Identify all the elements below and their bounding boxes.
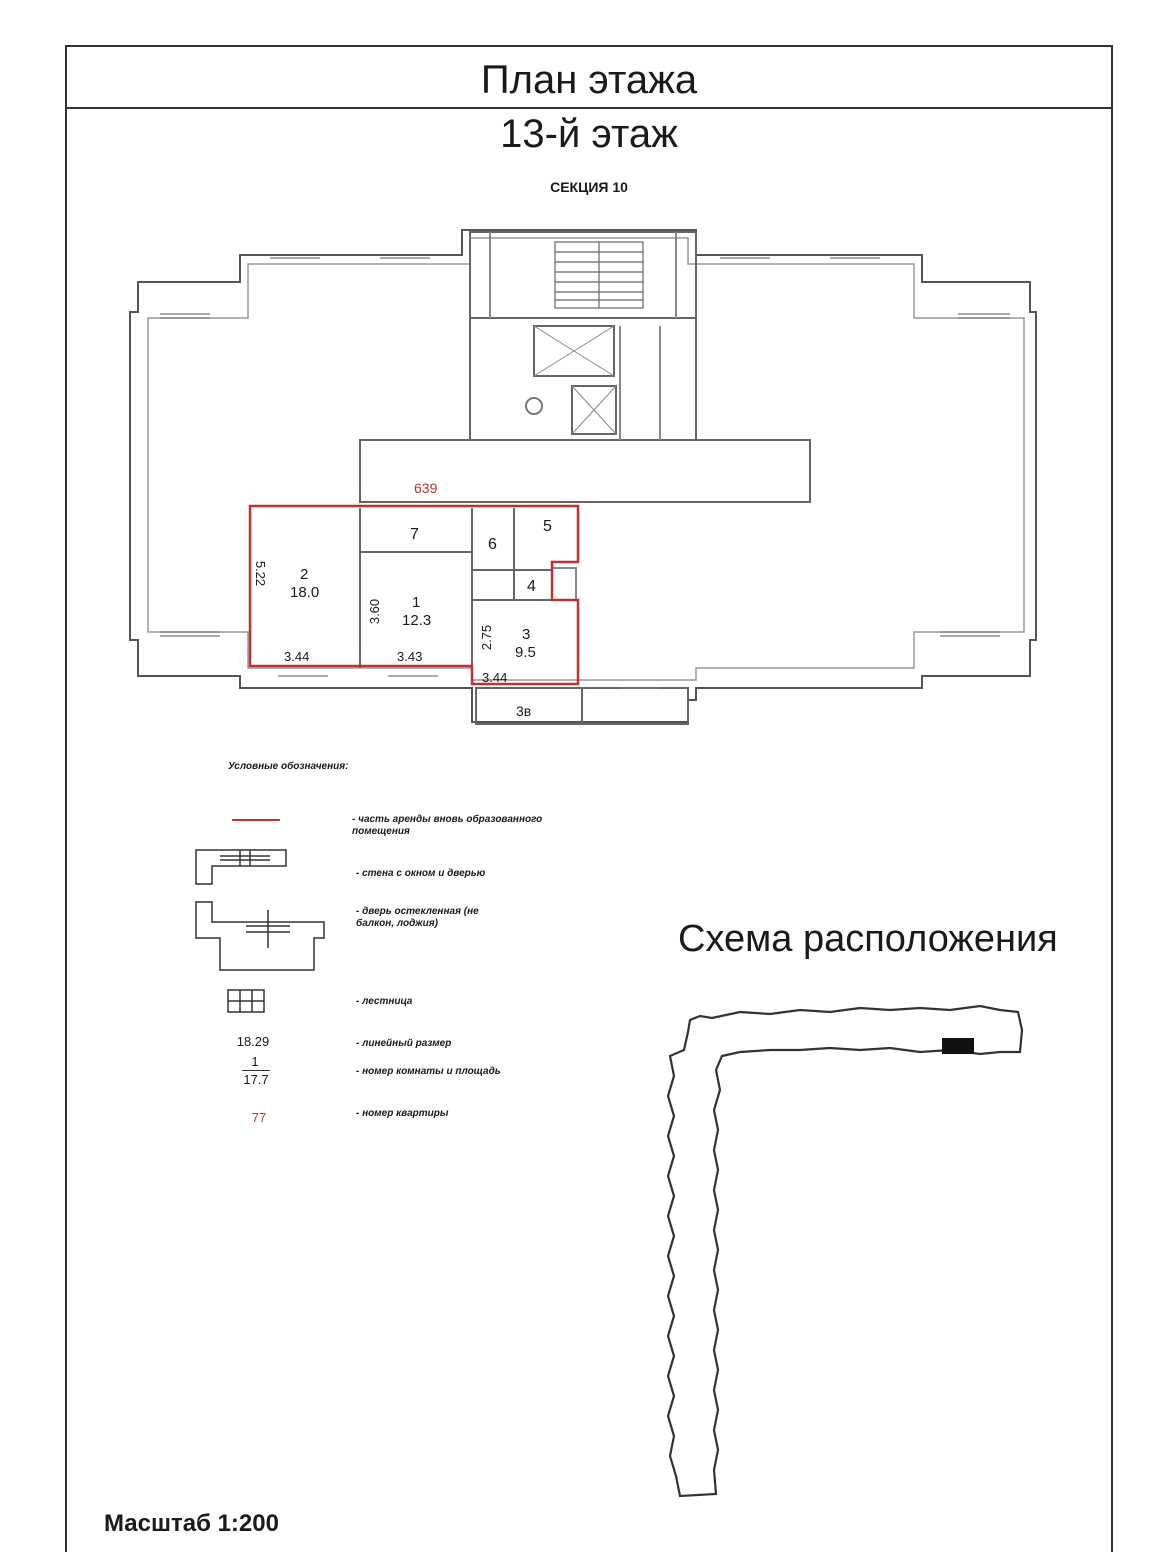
room-3-area: 9.5 — [515, 644, 536, 661]
dimension-label: 3.44 — [284, 649, 310, 664]
section-label: СЕКЦИЯ 10 — [550, 179, 628, 195]
legend-item-text: - линейный размер — [356, 1038, 452, 1049]
floor-label: 13-й этаж — [500, 112, 678, 156]
legend-item-text: - номер комнаты и площадь — [356, 1066, 501, 1077]
legend-glazed-door-symbol — [196, 902, 324, 970]
balcony-label: 3в — [516, 703, 532, 719]
apartment-number: 639 — [414, 480, 438, 496]
room-1-area: 12.3 — [402, 612, 432, 629]
stairs — [555, 242, 643, 308]
legend-room-number-sample: 1 — [251, 1054, 259, 1069]
legend-stairs-symbol — [228, 990, 264, 1012]
room-2-area: 18.0 — [290, 584, 320, 601]
legend-item-text: - дверь остекленная (не балкон, лоджия) — [356, 906, 479, 929]
scheme-title: Схема расположения — [678, 918, 1058, 960]
legend-apartment-number-sample: 77 — [251, 1110, 267, 1125]
building-inner-outline — [148, 238, 1024, 680]
legend-item-text: - лестница — [356, 996, 413, 1007]
location-marker — [942, 1038, 974, 1054]
room-2-number: 2 — [300, 566, 309, 583]
legend-room-area-sample: 17.7 — [243, 1072, 269, 1087]
room-7-number: 7 — [410, 526, 419, 543]
building-outline — [130, 230, 1036, 722]
floor-plan — [130, 230, 1036, 724]
legend-dimension-sample: 18.29 — [236, 1034, 270, 1049]
window-marks — [160, 258, 1010, 688]
location-scheme-outline — [668, 1006, 1022, 1496]
core-block — [470, 232, 696, 440]
room-6-number: 6 — [488, 536, 497, 553]
room-1-number: 1 — [412, 594, 421, 611]
legend-item-text: - номер квартиры — [356, 1108, 449, 1119]
legend-wall-window-door-symbol — [196, 850, 286, 884]
legend-fraction-line — [242, 1070, 270, 1071]
dimension-label: 3.44 — [482, 670, 508, 685]
page-title: План этажа — [480, 58, 698, 102]
room-5-number: 5 — [543, 518, 552, 535]
dimension-label: 5.22 — [253, 560, 269, 587]
dimension-label: 2.75 — [479, 624, 495, 651]
toilet-icon — [526, 398, 542, 414]
room-4-number: 4 — [527, 578, 536, 595]
scale-label: Масштаб 1:200 — [104, 1510, 279, 1537]
legend-item-text: - стена с окном и дверью — [356, 868, 486, 879]
legend-item-text: - часть аренды вновь образованного помещения — [352, 814, 543, 837]
dimension-label: 3.60 — [367, 598, 383, 625]
legend-title: Условные обозначения: — [228, 761, 349, 772]
dimension-label: 3.43 — [397, 649, 423, 664]
room-3-number: 3 — [522, 626, 531, 643]
